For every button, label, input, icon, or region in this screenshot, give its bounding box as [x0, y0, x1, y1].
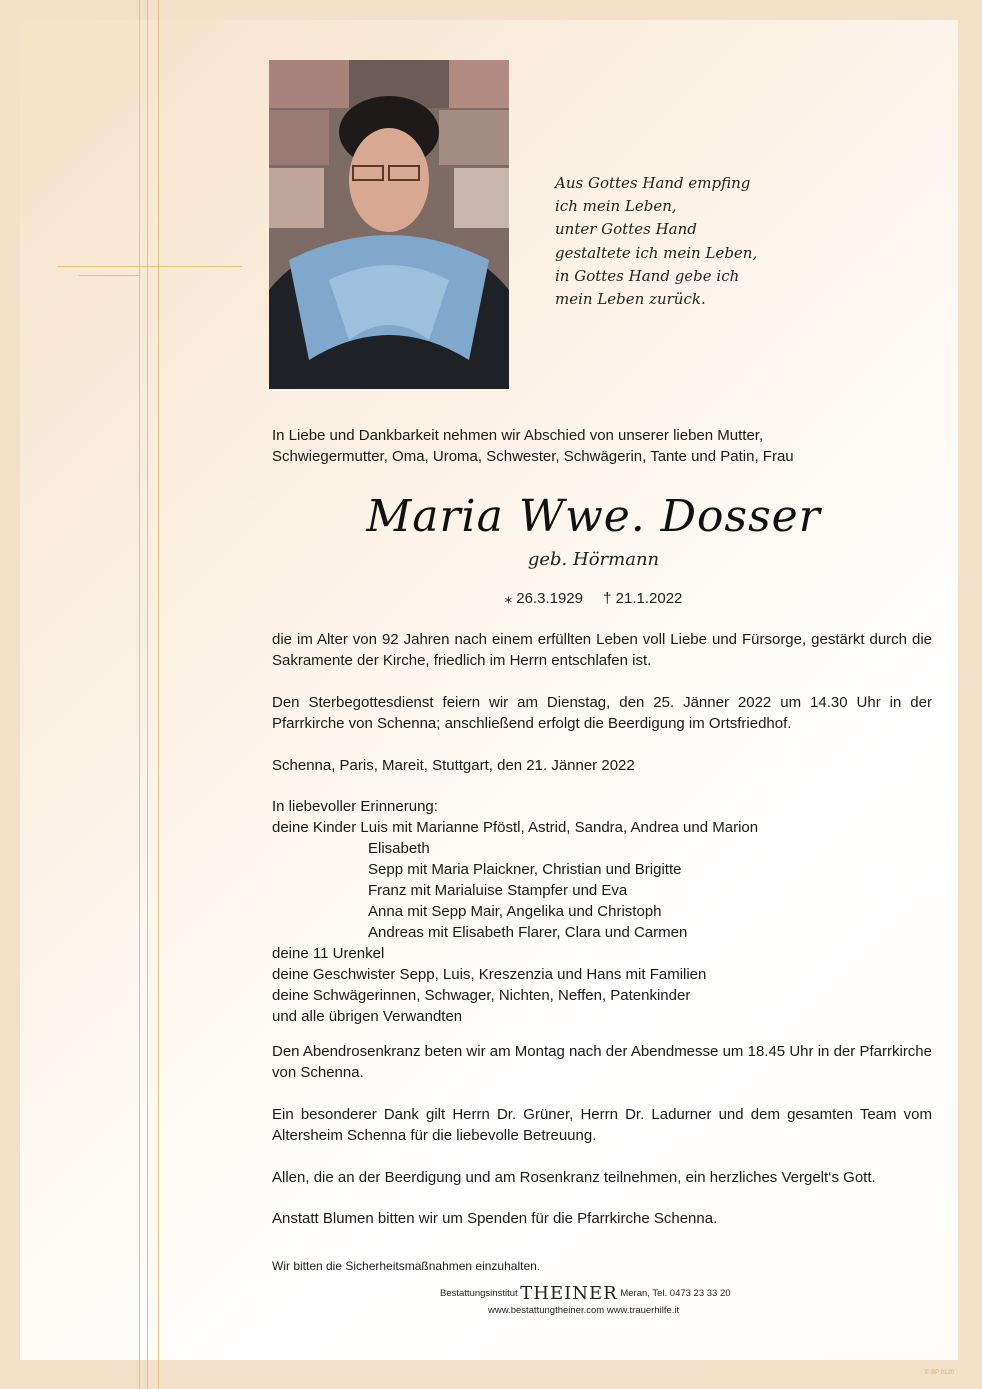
template-code: © BP 0120: [925, 1370, 954, 1376]
mourner-line: deine Geschwister Sepp, Luis, Kreszenzia und Hans mit Familien: [272, 966, 707, 983]
safety-note: Wir bitten die Sicherheitsmaßnahmen einzuhalten.: [272, 1259, 541, 1273]
cross-vertical-line: [139, 0, 140, 1389]
verse-line: ich mein Leben,: [555, 197, 677, 216]
mourner-line: und alle übrigen Verwandten: [272, 1008, 463, 1025]
mourners-heading: In liebevoller Erinnerung:: [272, 798, 438, 815]
verse-line: gestaltete ich mein Leben,: [555, 243, 758, 262]
cross-horizontal-line: [79, 275, 139, 276]
mourner-line: Anna mit Sepp Mair, Angelika und Christoph: [368, 903, 662, 920]
intro-line: In Liebe und Dankbarkeit nehmen wir Abschied von unserer lieben Mutter,: [272, 427, 764, 444]
life-dates: [0, 589, 982, 607]
deceased-name: Maria Wwe. Dosser: [366, 491, 821, 542]
verse-line: in Gottes Hand gebe ich: [555, 266, 740, 285]
birth-date: ⁎ 26.3.1929: [504, 590, 583, 607]
mourner-line: deine Schwägerinnen, Schwager, Nichten, Neffen, Patenkinder: [272, 987, 691, 1004]
mourner-line: Andreas mit Elisabeth Flarer, Clara und Carmen: [368, 924, 688, 941]
mourner-line: Franz mit Marialuise Stampfer und Eva: [368, 882, 628, 899]
footer-contact: Meran, Tel. 0473 23 33 20: [620, 1288, 731, 1300]
flowers-paragraph: Anstatt Blumen bitten wir um Spenden für die Pfarrkirche Schenna.: [272, 1210, 718, 1227]
gold-line: [147, 0, 148, 1389]
gratitude-paragraph: Allen, die an der Beerdigung und am Rosenkranz teilnehmen, ein herzliches Vergelt‘s Gott.: [272, 1169, 876, 1186]
age-paragraph: die im Alter von 92 Jahren nach einem erfüllten Leben voll Liebe und Fürsorge, gestärkt durch die Sakramente der Kirche, friedlich im Herrn entschlafen ist.: [272, 631, 932, 669]
mourner-line: deine Kinder Luis mit Marianne Pföstl, Astrid, Sandra, Andrea und Marion: [272, 819, 759, 836]
portrait-photo: [269, 60, 509, 389]
mourner-line: Elisabeth: [368, 840, 430, 857]
service-paragraph: Den Sterbegottesdienst feiern wir am Dienstag, den 25. Jänner 2022 um 14.30 Uhr in der Pfarrkirche von Schenna; anschließend erfolgt die Beerdigung im Ortsfriedhof.: [272, 694, 932, 732]
rosary-paragraph: Den Abendrosenkranz beten wir am Montag nach der Abendmesse um 18.45 Uhr in der Pfarrkirche von Schenna.: [272, 1043, 932, 1081]
verse-line: Aus Gottes Hand empfing: [555, 174, 751, 192]
mourners-list: [272, 796, 932, 1027]
verse: [555, 172, 815, 311]
verse-line: unter Gottes Hand: [555, 220, 697, 239]
mourner-line: Sepp mit Maria Plaickner, Christian und Brigitte: [368, 861, 682, 878]
intro-text: [272, 425, 794, 467]
funeral-home-footer: [440, 1283, 760, 1316]
footer-websites: www.bestattungtheiner.com www.trauerhilfe.it: [488, 1305, 680, 1316]
footer-prefix: Bestattungsinstitut: [440, 1288, 518, 1300]
funeral-home-logo: THEINER: [520, 1283, 618, 1304]
cross-horizontal-line: [57, 266, 242, 267]
verse-line: mein Leben zurück.: [555, 290, 706, 309]
place-date: Schenna, Paris, Mareit, Stuttgart, den 21. Jänner 2022: [272, 757, 635, 774]
intro-line: Schwiegermutter, Oma, Uroma, Schwester, Schwägerin, Tante und Patin, Frau: [272, 448, 794, 465]
thanks-paragraph: Ein besonderer Dank gilt Herrn Dr. Grüner, Herrn Dr. Ladurner und dem gesamten Team vom Altersheim Schenna für die liebevolle Betreuung.: [272, 1106, 932, 1144]
maiden-name: geb. Hörmann: [527, 549, 660, 570]
gold-line: [158, 0, 159, 1389]
mourner-line: deine 11 Urenkel: [272, 945, 385, 962]
death-date: † 21.1.2022: [603, 590, 683, 607]
